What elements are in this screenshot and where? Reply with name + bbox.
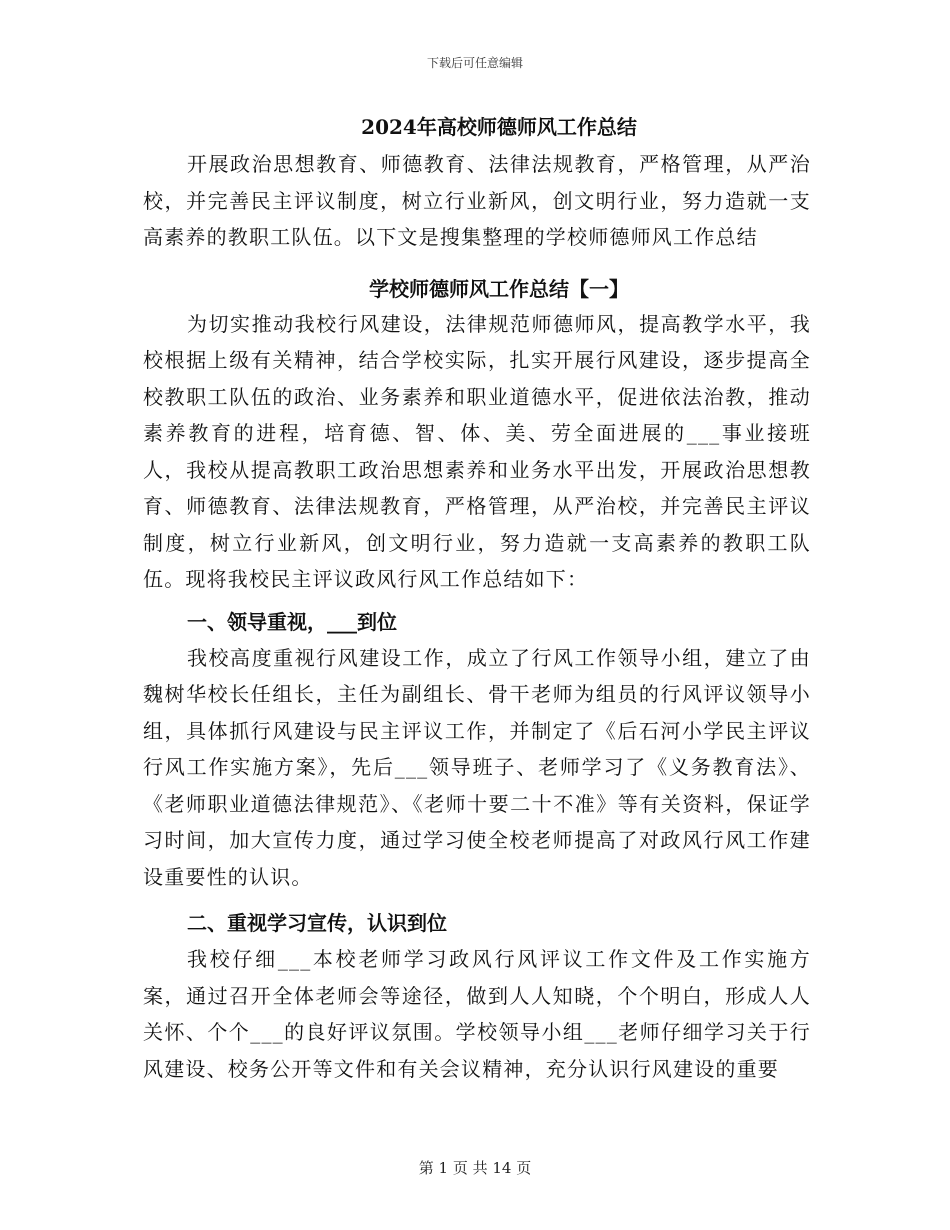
body-paragraph-2: 我校高度重视行风建设工作，成立了行风工作领导小组，建立了由魏树华校长任组长，主任为副组长、骨干老师为组员的行风评议领导小组，具体抓行风建设与民主评议工作，并制定了《后石河小学民主评议行风工作实施方案》，先后___领导班子、老师学习了《义务教育法》、《老师职业道德法律规范》、《老师十要二十不准》等有关资料，保证学习时间，加大宣传力度，通过学习使全校老师提高了对政风行风工作建设重要性的认识。 [143, 645, 811, 889]
body-paragraph-1: 为切实推动我校行风建设，法律规范师德师风，提高教学水平，我校根据上级有关精神，结合学校实际，扎实开展行风建设，逐步提高全校教职工队伍的政治、业务素养和职业道德水平，促进依法治教，推动素养教育的进程，培育德、智、体、美、劳全面进展的___事业接班人，我校从提高教职工政治思想素养和业务水平出发，开展政治思想教育、师德教育、法律法规教育，严格管理，从严治校，并完善民主评议制度，树立行业新风，创文明行业，努力造就一支高素养的教职工队伍。现将我校民主评议政风行风工作总结如下： [143, 311, 811, 591]
section-title: 学校师德师风工作总结【一】 [369, 276, 629, 301]
document-body [143, 112, 811, 1087]
heading-2: 二、重视学习宣传，认识到位 [187, 911, 447, 935]
heading-1: 一、领导重视，___到位 [187, 609, 397, 634]
document-title: 2024年高校师德师风工作总结 [361, 115, 637, 139]
header-note: 下载后可任意编辑 [426, 56, 523, 70]
intro-paragraph: 开展政治思想教育、师德教育、法律法规教育，严格管理，从严治校，并完善民主评议制度，树立行业新风，创文明行业，努力造就一支高素养的教职工队伍。以下文是搜集整理的学校师德师风工作总结 [143, 152, 811, 249]
page-number: 第 1 页 共 14 页 [418, 1159, 532, 1177]
body-paragraph-3: 我校仔细___本校老师学习政风行风评议工作文件及工作实施方案，通过召开全体老师会等途径，做到人人知晓，个个明白，形成人人关怀、个个___的良好评议氛围。学校领导小组___老师仔细学习关于行风建设、校务公开等文件和有关会议精神，充分认识行风建设的重要 [143, 947, 811, 1081]
